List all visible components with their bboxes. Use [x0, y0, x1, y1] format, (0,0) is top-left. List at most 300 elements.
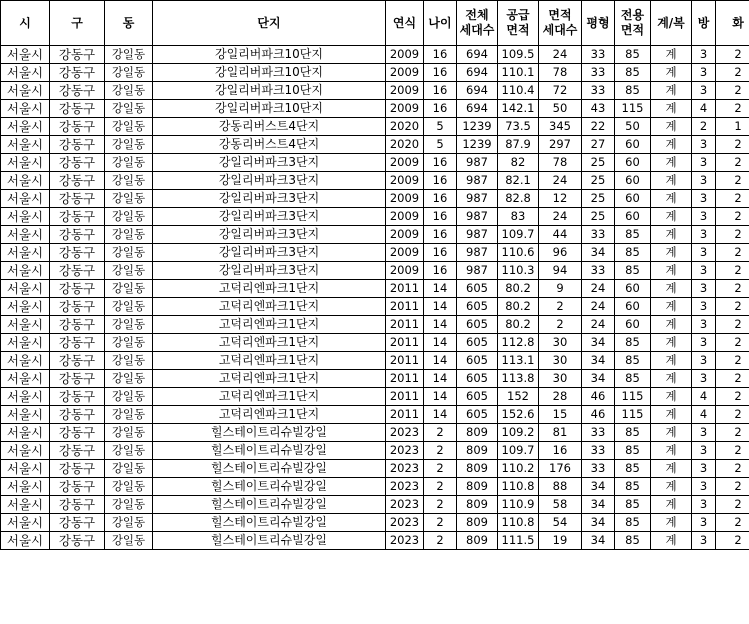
- cell-dong[interactable]: 강일동: [105, 172, 153, 190]
- cell-age[interactable]: 2: [424, 478, 457, 496]
- cell-gu[interactable]: 강동구: [50, 64, 105, 82]
- cell-year[interactable]: 2023: [386, 478, 424, 496]
- cell-pyeong[interactable]: 25: [582, 154, 615, 172]
- cell-age[interactable]: 2: [424, 532, 457, 550]
- header-year[interactable]: 연식: [386, 1, 424, 46]
- cell-total-households[interactable]: 605: [457, 298, 498, 316]
- cell-year[interactable]: 2011: [386, 388, 424, 406]
- cell-bathrooms[interactable]: 2: [716, 496, 749, 514]
- cell-year[interactable]: 2020: [386, 136, 424, 154]
- header-total-households[interactable]: 전체 세대수: [457, 1, 498, 46]
- cell-year[interactable]: 2009: [386, 172, 424, 190]
- cell-area-households[interactable]: 30: [539, 334, 582, 352]
- cell-exclusive-area[interactable]: 85: [615, 244, 651, 262]
- cell-type[interactable]: 계: [651, 532, 692, 550]
- cell-supply-area[interactable]: 152.6: [498, 406, 539, 424]
- cell-year[interactable]: 2023: [386, 424, 424, 442]
- cell-exclusive-area[interactable]: 60: [615, 208, 651, 226]
- cell-dong[interactable]: 강일동: [105, 352, 153, 370]
- cell-pyeong[interactable]: 25: [582, 172, 615, 190]
- cell-supply-area[interactable]: 87.9: [498, 136, 539, 154]
- cell-total-households[interactable]: 605: [457, 406, 498, 424]
- header-area-households[interactable]: 면적 세대수: [539, 1, 582, 46]
- cell-bathrooms[interactable]: 2: [716, 442, 749, 460]
- cell-area-households[interactable]: 15: [539, 406, 582, 424]
- cell-complex[interactable]: 고덕리엔파크1단지: [153, 280, 386, 298]
- cell-age[interactable]: 16: [424, 244, 457, 262]
- cell-bathrooms[interactable]: 1: [716, 118, 749, 136]
- cell-year[interactable]: 2009: [386, 64, 424, 82]
- cell-bathrooms[interactable]: 2: [716, 100, 749, 118]
- cell-bathrooms[interactable]: 2: [716, 532, 749, 550]
- cell-total-households[interactable]: 694: [457, 46, 498, 64]
- header-pyeong[interactable]: 평형: [582, 1, 615, 46]
- cell-total-households[interactable]: 809: [457, 532, 498, 550]
- cell-exclusive-area[interactable]: 115: [615, 388, 651, 406]
- header-gu[interactable]: 구: [50, 1, 105, 46]
- cell-dong[interactable]: 강일동: [105, 442, 153, 460]
- cell-si[interactable]: 서울시: [1, 478, 50, 496]
- cell-si[interactable]: 서울시: [1, 190, 50, 208]
- cell-si[interactable]: 서울시: [1, 136, 50, 154]
- cell-year[interactable]: 2009: [386, 82, 424, 100]
- cell-year[interactable]: 2011: [386, 406, 424, 424]
- cell-gu[interactable]: 강동구: [50, 118, 105, 136]
- cell-rooms[interactable]: 3: [692, 280, 716, 298]
- cell-dong[interactable]: 강일동: [105, 460, 153, 478]
- cell-bathrooms[interactable]: 2: [716, 316, 749, 334]
- cell-dong[interactable]: 강일동: [105, 388, 153, 406]
- cell-si[interactable]: 서울시: [1, 406, 50, 424]
- cell-exclusive-area[interactable]: 85: [615, 460, 651, 478]
- cell-bathrooms[interactable]: 2: [716, 154, 749, 172]
- header-type[interactable]: 계/복: [651, 1, 692, 46]
- header-complex[interactable]: 단지: [153, 1, 386, 46]
- cell-pyeong[interactable]: 33: [582, 460, 615, 478]
- cell-type[interactable]: 계: [651, 262, 692, 280]
- cell-total-households[interactable]: 987: [457, 190, 498, 208]
- cell-dong[interactable]: 강일동: [105, 100, 153, 118]
- cell-age[interactable]: 16: [424, 226, 457, 244]
- cell-area-households[interactable]: 78: [539, 64, 582, 82]
- cell-rooms[interactable]: 3: [692, 370, 716, 388]
- cell-pyeong[interactable]: 34: [582, 334, 615, 352]
- cell-age[interactable]: 14: [424, 280, 457, 298]
- cell-exclusive-area[interactable]: 85: [615, 46, 651, 64]
- cell-complex[interactable]: 힐스테이트리슈빌강일: [153, 514, 386, 532]
- cell-type[interactable]: 계: [651, 442, 692, 460]
- cell-total-households[interactable]: 1239: [457, 136, 498, 154]
- cell-complex[interactable]: 강일리버파크10단지: [153, 82, 386, 100]
- cell-age[interactable]: 2: [424, 514, 457, 532]
- cell-rooms[interactable]: 3: [692, 424, 716, 442]
- cell-type[interactable]: 계: [651, 460, 692, 478]
- cell-area-households[interactable]: 345: [539, 118, 582, 136]
- cell-type[interactable]: 계: [651, 154, 692, 172]
- cell-bathrooms[interactable]: 2: [716, 262, 749, 280]
- cell-type[interactable]: 계: [651, 100, 692, 118]
- cell-rooms[interactable]: 3: [692, 46, 716, 64]
- cell-complex[interactable]: 고덕리엔파크1단지: [153, 406, 386, 424]
- cell-bathrooms[interactable]: 2: [716, 190, 749, 208]
- cell-type[interactable]: 계: [651, 352, 692, 370]
- cell-type[interactable]: 계: [651, 190, 692, 208]
- cell-rooms[interactable]: 3: [692, 64, 716, 82]
- cell-gu[interactable]: 강동구: [50, 424, 105, 442]
- cell-complex[interactable]: 힐스테이트리슈빌강일: [153, 442, 386, 460]
- cell-area-households[interactable]: 297: [539, 136, 582, 154]
- cell-supply-area[interactable]: 110.2: [498, 460, 539, 478]
- cell-si[interactable]: 서울시: [1, 352, 50, 370]
- cell-area-households[interactable]: 16: [539, 442, 582, 460]
- cell-bathrooms[interactable]: 2: [716, 406, 749, 424]
- cell-bathrooms[interactable]: 2: [716, 136, 749, 154]
- header-rooms[interactable]: 방: [692, 1, 716, 46]
- cell-dong[interactable]: 강일동: [105, 514, 153, 532]
- cell-exclusive-area[interactable]: 115: [615, 100, 651, 118]
- cell-pyeong[interactable]: 24: [582, 316, 615, 334]
- cell-bathrooms[interactable]: 2: [716, 298, 749, 316]
- cell-bathrooms[interactable]: 2: [716, 208, 749, 226]
- cell-gu[interactable]: 강동구: [50, 496, 105, 514]
- cell-bathrooms[interactable]: 2: [716, 478, 749, 496]
- cell-complex[interactable]: 고덕리엔파크1단지: [153, 298, 386, 316]
- cell-gu[interactable]: 강동구: [50, 388, 105, 406]
- cell-rooms[interactable]: 3: [692, 316, 716, 334]
- cell-complex[interactable]: 강동리버스트4단지: [153, 136, 386, 154]
- cell-age[interactable]: 16: [424, 100, 457, 118]
- cell-total-households[interactable]: 809: [457, 496, 498, 514]
- cell-age[interactable]: 5: [424, 118, 457, 136]
- cell-exclusive-area[interactable]: 85: [615, 82, 651, 100]
- cell-complex[interactable]: 힐스테이트리슈빌강일: [153, 532, 386, 550]
- cell-rooms[interactable]: 3: [692, 154, 716, 172]
- cell-age[interactable]: 14: [424, 334, 457, 352]
- cell-exclusive-area[interactable]: 60: [615, 298, 651, 316]
- cell-type[interactable]: 계: [651, 226, 692, 244]
- cell-complex[interactable]: 고덕리엔파크1단지: [153, 352, 386, 370]
- cell-dong[interactable]: 강일동: [105, 208, 153, 226]
- cell-gu[interactable]: 강동구: [50, 442, 105, 460]
- cell-dong[interactable]: 강일동: [105, 64, 153, 82]
- cell-area-households[interactable]: 58: [539, 496, 582, 514]
- cell-rooms[interactable]: 2: [692, 118, 716, 136]
- cell-bathrooms[interactable]: 2: [716, 82, 749, 100]
- cell-supply-area[interactable]: 110.4: [498, 82, 539, 100]
- cell-complex[interactable]: 강일리버파크3단지: [153, 172, 386, 190]
- cell-si[interactable]: 서울시: [1, 118, 50, 136]
- cell-age[interactable]: 2: [424, 460, 457, 478]
- cell-type[interactable]: 계: [651, 514, 692, 532]
- cell-pyeong[interactable]: 34: [582, 478, 615, 496]
- cell-complex[interactable]: 강일리버파크3단지: [153, 226, 386, 244]
- cell-total-households[interactable]: 605: [457, 280, 498, 298]
- cell-year[interactable]: 2023: [386, 460, 424, 478]
- cell-gu[interactable]: 강동구: [50, 82, 105, 100]
- cell-type[interactable]: 계: [651, 136, 692, 154]
- cell-total-households[interactable]: 605: [457, 316, 498, 334]
- cell-exclusive-area[interactable]: 85: [615, 514, 651, 532]
- cell-year[interactable]: 2023: [386, 514, 424, 532]
- cell-si[interactable]: 서울시: [1, 172, 50, 190]
- cell-area-households[interactable]: 30: [539, 370, 582, 388]
- cell-si[interactable]: 서울시: [1, 388, 50, 406]
- cell-year[interactable]: 2009: [386, 262, 424, 280]
- cell-gu[interactable]: 강동구: [50, 226, 105, 244]
- cell-area-households[interactable]: 30: [539, 352, 582, 370]
- cell-total-households[interactable]: 809: [457, 424, 498, 442]
- cell-area-households[interactable]: 54: [539, 514, 582, 532]
- cell-rooms[interactable]: 4: [692, 388, 716, 406]
- cell-pyeong[interactable]: 33: [582, 226, 615, 244]
- cell-supply-area[interactable]: 111.5: [498, 532, 539, 550]
- cell-year[interactable]: 2009: [386, 190, 424, 208]
- cell-rooms[interactable]: 3: [692, 496, 716, 514]
- cell-pyeong[interactable]: 34: [582, 244, 615, 262]
- cell-pyeong[interactable]: 33: [582, 262, 615, 280]
- cell-type[interactable]: 계: [651, 46, 692, 64]
- cell-gu[interactable]: 강동구: [50, 478, 105, 496]
- cell-pyeong[interactable]: 25: [582, 208, 615, 226]
- cell-total-households[interactable]: 987: [457, 172, 498, 190]
- cell-supply-area[interactable]: 142.1: [498, 100, 539, 118]
- cell-age[interactable]: 14: [424, 388, 457, 406]
- cell-age[interactable]: 16: [424, 64, 457, 82]
- cell-gu[interactable]: 강동구: [50, 100, 105, 118]
- cell-total-households[interactable]: 605: [457, 388, 498, 406]
- cell-supply-area[interactable]: 113.1: [498, 352, 539, 370]
- cell-supply-area[interactable]: 73.5: [498, 118, 539, 136]
- cell-supply-area[interactable]: 110.8: [498, 478, 539, 496]
- cell-supply-area[interactable]: 113.8: [498, 370, 539, 388]
- cell-pyeong[interactable]: 25: [582, 190, 615, 208]
- cell-complex[interactable]: 힐스테이트리슈빌강일: [153, 478, 386, 496]
- cell-pyeong[interactable]: 43: [582, 100, 615, 118]
- cell-supply-area[interactable]: 110.6: [498, 244, 539, 262]
- cell-bathrooms[interactable]: 2: [716, 64, 749, 82]
- cell-gu[interactable]: 강동구: [50, 370, 105, 388]
- cell-dong[interactable]: 강일동: [105, 496, 153, 514]
- cell-bathrooms[interactable]: 2: [716, 280, 749, 298]
- cell-supply-area[interactable]: 82.8: [498, 190, 539, 208]
- cell-si[interactable]: 서울시: [1, 370, 50, 388]
- cell-complex[interactable]: 강일리버파크3단지: [153, 154, 386, 172]
- cell-supply-area[interactable]: 80.2: [498, 280, 539, 298]
- cell-area-households[interactable]: 96: [539, 244, 582, 262]
- cell-age[interactable]: 2: [424, 496, 457, 514]
- cell-exclusive-area[interactable]: 85: [615, 64, 651, 82]
- cell-total-households[interactable]: 1239: [457, 118, 498, 136]
- cell-dong[interactable]: 강일동: [105, 298, 153, 316]
- cell-rooms[interactable]: 3: [692, 532, 716, 550]
- cell-gu[interactable]: 강동구: [50, 136, 105, 154]
- cell-si[interactable]: 서울시: [1, 64, 50, 82]
- cell-age[interactable]: 16: [424, 208, 457, 226]
- cell-si[interactable]: 서울시: [1, 280, 50, 298]
- cell-dong[interactable]: 강일동: [105, 190, 153, 208]
- cell-pyeong[interactable]: 46: [582, 388, 615, 406]
- cell-gu[interactable]: 강동구: [50, 298, 105, 316]
- cell-exclusive-area[interactable]: 85: [615, 424, 651, 442]
- cell-pyeong[interactable]: 34: [582, 370, 615, 388]
- cell-si[interactable]: 서울시: [1, 226, 50, 244]
- cell-exclusive-area[interactable]: 85: [615, 226, 651, 244]
- cell-area-households[interactable]: 24: [539, 46, 582, 64]
- cell-year[interactable]: 2009: [386, 208, 424, 226]
- cell-si[interactable]: 서울시: [1, 424, 50, 442]
- cell-bathrooms[interactable]: 2: [716, 172, 749, 190]
- cell-age[interactable]: 14: [424, 316, 457, 334]
- cell-total-households[interactable]: 694: [457, 64, 498, 82]
- cell-si[interactable]: 서울시: [1, 442, 50, 460]
- cell-complex[interactable]: 강일리버파크3단지: [153, 208, 386, 226]
- cell-rooms[interactable]: 3: [692, 334, 716, 352]
- cell-area-households[interactable]: 19: [539, 532, 582, 550]
- cell-rooms[interactable]: 4: [692, 100, 716, 118]
- cell-year[interactable]: 2009: [386, 154, 424, 172]
- cell-exclusive-area[interactable]: 60: [615, 172, 651, 190]
- cell-gu[interactable]: 강동구: [50, 334, 105, 352]
- cell-type[interactable]: 계: [651, 298, 692, 316]
- cell-total-households[interactable]: 809: [457, 514, 498, 532]
- cell-exclusive-area[interactable]: 85: [615, 352, 651, 370]
- cell-si[interactable]: 서울시: [1, 244, 50, 262]
- cell-supply-area[interactable]: 82.1: [498, 172, 539, 190]
- cell-complex[interactable]: 힐스테이트리슈빌강일: [153, 460, 386, 478]
- cell-exclusive-area[interactable]: 85: [615, 478, 651, 496]
- cell-pyeong[interactable]: 33: [582, 46, 615, 64]
- cell-gu[interactable]: 강동구: [50, 460, 105, 478]
- cell-type[interactable]: 계: [651, 118, 692, 136]
- cell-si[interactable]: 서울시: [1, 298, 50, 316]
- cell-exclusive-area[interactable]: 50: [615, 118, 651, 136]
- cell-gu[interactable]: 강동구: [50, 406, 105, 424]
- cell-rooms[interactable]: 3: [692, 298, 716, 316]
- cell-bathrooms[interactable]: 2: [716, 334, 749, 352]
- cell-pyeong[interactable]: 34: [582, 514, 615, 532]
- cell-dong[interactable]: 강일동: [105, 154, 153, 172]
- cell-bathrooms[interactable]: 2: [716, 370, 749, 388]
- cell-gu[interactable]: 강동구: [50, 172, 105, 190]
- cell-dong[interactable]: 강일동: [105, 280, 153, 298]
- cell-exclusive-area[interactable]: 60: [615, 280, 651, 298]
- cell-area-households[interactable]: 12: [539, 190, 582, 208]
- cell-dong[interactable]: 강일동: [105, 406, 153, 424]
- cell-rooms[interactable]: 3: [692, 82, 716, 100]
- cell-exclusive-area[interactable]: 85: [615, 496, 651, 514]
- cell-bathrooms[interactable]: 2: [716, 424, 749, 442]
- cell-area-households[interactable]: 72: [539, 82, 582, 100]
- cell-si[interactable]: 서울시: [1, 208, 50, 226]
- cell-gu[interactable]: 강동구: [50, 190, 105, 208]
- cell-rooms[interactable]: 3: [692, 244, 716, 262]
- cell-supply-area[interactable]: 110.1: [498, 64, 539, 82]
- cell-total-households[interactable]: 987: [457, 154, 498, 172]
- cell-complex[interactable]: 고덕리엔파크1단지: [153, 334, 386, 352]
- header-supply-area[interactable]: 공급 면적: [498, 1, 539, 46]
- cell-rooms[interactable]: 3: [692, 262, 716, 280]
- cell-supply-area[interactable]: 109.7: [498, 226, 539, 244]
- cell-pyeong[interactable]: 24: [582, 298, 615, 316]
- cell-supply-area[interactable]: 109.5: [498, 46, 539, 64]
- cell-pyeong[interactable]: 33: [582, 64, 615, 82]
- cell-dong[interactable]: 강일동: [105, 334, 153, 352]
- cell-type[interactable]: 계: [651, 208, 692, 226]
- cell-age[interactable]: 16: [424, 154, 457, 172]
- cell-si[interactable]: 서울시: [1, 496, 50, 514]
- cell-area-households[interactable]: 28: [539, 388, 582, 406]
- cell-gu[interactable]: 강동구: [50, 208, 105, 226]
- cell-age[interactable]: 16: [424, 262, 457, 280]
- cell-type[interactable]: 계: [651, 64, 692, 82]
- cell-exclusive-area[interactable]: 85: [615, 262, 651, 280]
- cell-complex[interactable]: 힐스테이트리슈빌강일: [153, 496, 386, 514]
- cell-si[interactable]: 서울시: [1, 262, 50, 280]
- cell-complex[interactable]: 강일리버파크10단지: [153, 46, 386, 64]
- cell-rooms[interactable]: 4: [692, 406, 716, 424]
- cell-year[interactable]: 2023: [386, 496, 424, 514]
- cell-si[interactable]: 서울시: [1, 460, 50, 478]
- cell-complex[interactable]: 강일리버파크3단지: [153, 190, 386, 208]
- cell-dong[interactable]: 강일동: [105, 316, 153, 334]
- cell-year[interactable]: 2011: [386, 334, 424, 352]
- cell-age[interactable]: 14: [424, 406, 457, 424]
- cell-pyeong[interactable]: 34: [582, 352, 615, 370]
- cell-exclusive-area[interactable]: 85: [615, 334, 651, 352]
- cell-year[interactable]: 2009: [386, 100, 424, 118]
- cell-gu[interactable]: 강동구: [50, 514, 105, 532]
- cell-complex[interactable]: 고덕리엔파크1단지: [153, 388, 386, 406]
- header-dong[interactable]: 동: [105, 1, 153, 46]
- cell-type[interactable]: 계: [651, 478, 692, 496]
- cell-rooms[interactable]: 3: [692, 136, 716, 154]
- cell-supply-area[interactable]: 109.2: [498, 424, 539, 442]
- cell-gu[interactable]: 강동구: [50, 280, 105, 298]
- cell-type[interactable]: 계: [651, 334, 692, 352]
- cell-supply-area[interactable]: 82: [498, 154, 539, 172]
- cell-total-households[interactable]: 809: [457, 460, 498, 478]
- cell-bathrooms[interactable]: 2: [716, 352, 749, 370]
- cell-bathrooms[interactable]: 2: [716, 46, 749, 64]
- header-exclusive-area[interactable]: 전용 면적: [615, 1, 651, 46]
- cell-gu[interactable]: 강동구: [50, 352, 105, 370]
- cell-year[interactable]: 2011: [386, 280, 424, 298]
- cell-area-households[interactable]: 24: [539, 172, 582, 190]
- cell-bathrooms[interactable]: 2: [716, 460, 749, 478]
- cell-complex[interactable]: 힐스테이트리슈빌강일: [153, 424, 386, 442]
- cell-exclusive-area[interactable]: 115: [615, 406, 651, 424]
- cell-si[interactable]: 서울시: [1, 82, 50, 100]
- header-bathrooms[interactable]: 화: [716, 1, 749, 46]
- cell-si[interactable]: 서울시: [1, 334, 50, 352]
- cell-dong[interactable]: 강일동: [105, 82, 153, 100]
- cell-year[interactable]: 2023: [386, 532, 424, 550]
- cell-age[interactable]: 14: [424, 370, 457, 388]
- cell-rooms[interactable]: 3: [692, 352, 716, 370]
- cell-pyeong[interactable]: 34: [582, 496, 615, 514]
- cell-bathrooms[interactable]: 2: [716, 388, 749, 406]
- cell-age[interactable]: 16: [424, 172, 457, 190]
- cell-gu[interactable]: 강동구: [50, 532, 105, 550]
- cell-rooms[interactable]: 3: [692, 514, 716, 532]
- cell-area-households[interactable]: 24: [539, 208, 582, 226]
- cell-complex[interactable]: 강동리버스트4단지: [153, 118, 386, 136]
- cell-si[interactable]: 서울시: [1, 316, 50, 334]
- cell-type[interactable]: 계: [651, 316, 692, 334]
- cell-gu[interactable]: 강동구: [50, 316, 105, 334]
- cell-dong[interactable]: 강일동: [105, 262, 153, 280]
- cell-exclusive-area[interactable]: 60: [615, 154, 651, 172]
